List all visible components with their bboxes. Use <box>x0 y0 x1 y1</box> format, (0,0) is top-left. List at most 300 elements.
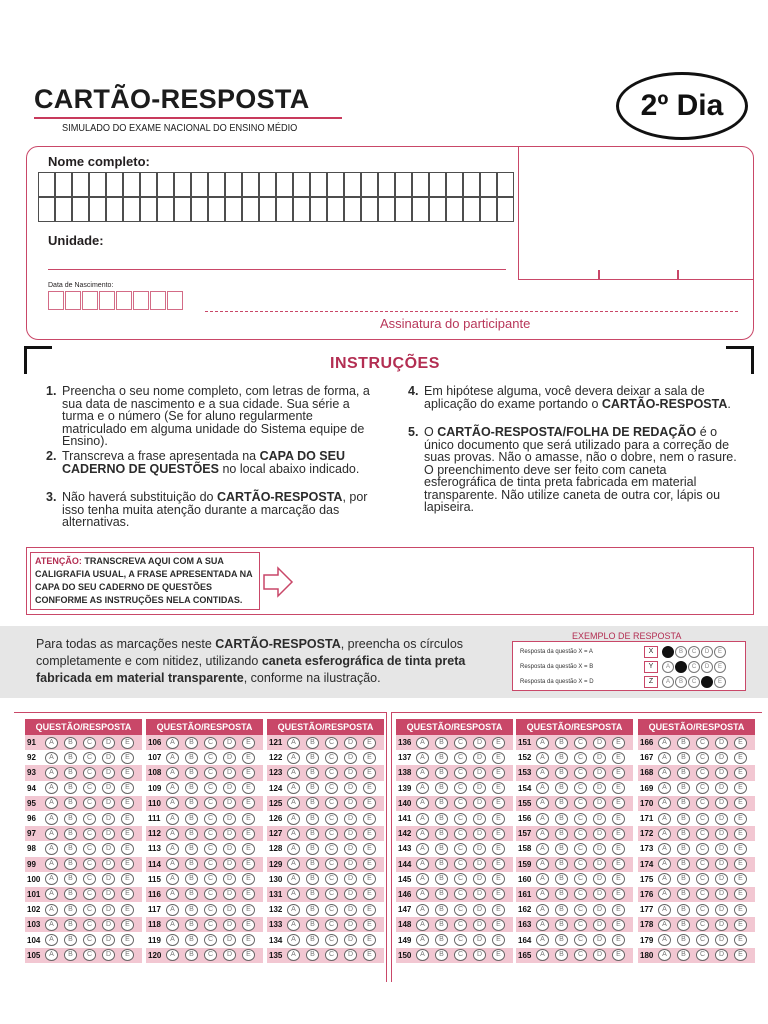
answer-bubble[interactable]: E <box>612 904 625 916</box>
answer-bubble[interactable]: B <box>306 737 319 749</box>
answer-bubble[interactable]: B <box>185 813 198 825</box>
answer-bubble[interactable]: B <box>555 888 568 900</box>
answer-bubble[interactable]: A <box>45 767 58 779</box>
answer-bubble[interactable]: C <box>454 934 467 946</box>
answer-bubble[interactable]: B <box>435 873 448 885</box>
answer-bubble[interactable]: E <box>121 843 134 855</box>
name-cell[interactable] <box>277 198 293 222</box>
answer-bubble[interactable]: D <box>344 752 357 764</box>
answer-bubble[interactable]: C <box>325 888 338 900</box>
answer-bubble[interactable]: A <box>166 782 179 794</box>
answer-bubble[interactable]: C <box>325 752 338 764</box>
answer-bubble[interactable]: D <box>715 919 728 931</box>
answer-bubble[interactable]: E <box>734 904 747 916</box>
answer-bubble[interactable]: D <box>344 797 357 809</box>
answer-bubble[interactable]: E <box>121 813 134 825</box>
answer-bubble[interactable]: A <box>536 858 549 870</box>
answer-bubble[interactable]: D <box>715 797 728 809</box>
answer-bubble[interactable]: C <box>83 813 96 825</box>
answer-bubble[interactable]: C <box>454 737 467 749</box>
name-input-grid[interactable] <box>38 172 514 222</box>
answer-bubble[interactable]: B <box>64 797 77 809</box>
answer-bubble[interactable]: C <box>696 782 709 794</box>
answer-bubble[interactable]: D <box>344 813 357 825</box>
answer-bubble[interactable]: D <box>102 934 115 946</box>
answer-bubble[interactable]: C <box>454 828 467 840</box>
answer-bubble[interactable]: A <box>166 767 179 779</box>
answer-bubble[interactable]: C <box>83 919 96 931</box>
birth-date-cell[interactable] <box>134 292 149 310</box>
answer-bubble[interactable]: A <box>536 949 549 961</box>
answer-bubble[interactable]: C <box>204 858 217 870</box>
answer-bubble[interactable]: C <box>83 767 96 779</box>
name-cell[interactable] <box>498 173 514 197</box>
answer-bubble[interactable]: C <box>325 843 338 855</box>
answer-bubble[interactable]: B <box>64 888 77 900</box>
answer-bubble[interactable]: A <box>416 873 429 885</box>
answer-bubble[interactable]: A <box>166 934 179 946</box>
answer-bubble[interactable]: A <box>166 858 179 870</box>
answer-bubble[interactable]: D <box>473 873 486 885</box>
answer-bubble[interactable]: E <box>242 858 255 870</box>
name-cell[interactable] <box>362 173 378 197</box>
answer-bubble[interactable]: E <box>363 888 376 900</box>
answer-bubble[interactable]: E <box>121 934 134 946</box>
answer-bubble[interactable]: C <box>204 737 217 749</box>
answer-bubble[interactable]: C <box>696 858 709 870</box>
name-cell[interactable] <box>498 198 514 222</box>
answer-bubble[interactable]: C <box>325 737 338 749</box>
answer-bubble[interactable]: E <box>121 873 134 885</box>
answer-bubble[interactable]: C <box>696 813 709 825</box>
answer-bubble[interactable]: E <box>242 873 255 885</box>
name-cell[interactable] <box>345 198 361 222</box>
answer-bubble[interactable]: B <box>64 858 77 870</box>
answer-bubble[interactable]: A <box>287 767 300 779</box>
answer-bubble[interactable]: B <box>185 858 198 870</box>
answer-bubble[interactable]: E <box>121 919 134 931</box>
answer-bubble[interactable]: E <box>734 919 747 931</box>
answer-bubble[interactable]: D <box>593 843 606 855</box>
answer-bubble[interactable]: B <box>306 797 319 809</box>
answer-bubble[interactable]: A <box>287 797 300 809</box>
answer-bubble[interactable]: C <box>83 752 96 764</box>
answer-bubble[interactable]: C <box>696 949 709 961</box>
answer-bubble[interactable]: A <box>287 858 300 870</box>
answer-bubble[interactable]: C <box>696 737 709 749</box>
answer-bubble[interactable]: B <box>677 934 690 946</box>
answer-bubble[interactable]: C <box>204 919 217 931</box>
name-cell[interactable] <box>175 173 191 197</box>
answer-bubble[interactable]: B <box>435 858 448 870</box>
answer-bubble[interactable]: B <box>555 934 568 946</box>
answer-bubble[interactable]: E <box>121 904 134 916</box>
answer-bubble[interactable]: B <box>677 888 690 900</box>
answer-bubble[interactable]: D <box>223 782 236 794</box>
answer-bubble[interactable]: D <box>715 873 728 885</box>
answer-bubble[interactable]: D <box>473 858 486 870</box>
answer-bubble[interactable]: E <box>492 797 505 809</box>
birth-date-cell[interactable] <box>100 292 115 310</box>
answer-bubble[interactable]: D <box>102 752 115 764</box>
answer-bubble[interactable]: E <box>363 782 376 794</box>
answer-bubble[interactable]: D <box>344 782 357 794</box>
answer-bubble[interactable]: E <box>121 797 134 809</box>
answer-bubble[interactable]: E <box>734 949 747 961</box>
answer-bubble[interactable]: B <box>677 858 690 870</box>
name-cell[interactable] <box>192 198 208 222</box>
answer-bubble[interactable]: B <box>435 843 448 855</box>
answer-bubble[interactable]: B <box>555 767 568 779</box>
answer-bubble[interactable]: A <box>45 934 58 946</box>
answer-bubble[interactable]: B <box>555 873 568 885</box>
name-cell[interactable] <box>209 198 225 222</box>
answer-bubble[interactable]: E <box>363 828 376 840</box>
answer-bubble[interactable]: A <box>658 767 671 779</box>
answer-bubble[interactable]: D <box>593 949 606 961</box>
answer-bubble[interactable]: A <box>166 843 179 855</box>
answer-bubble[interactable]: D <box>102 782 115 794</box>
answer-bubble[interactable]: E <box>121 752 134 764</box>
answer-bubble[interactable]: D <box>102 828 115 840</box>
answer-bubble[interactable]: B <box>185 782 198 794</box>
answer-bubble[interactable]: D <box>593 858 606 870</box>
answer-bubble[interactable]: B <box>435 752 448 764</box>
name-cell[interactable] <box>294 173 310 197</box>
answer-bubble[interactable]: B <box>185 828 198 840</box>
answer-bubble[interactable]: D <box>223 767 236 779</box>
answer-bubble[interactable]: E <box>492 752 505 764</box>
answer-bubble[interactable]: B <box>435 904 448 916</box>
answer-bubble[interactable]: C <box>325 949 338 961</box>
answer-bubble[interactable]: D <box>344 843 357 855</box>
answer-bubble[interactable]: C <box>204 813 217 825</box>
answer-bubble[interactable]: D <box>223 858 236 870</box>
answer-bubble[interactable]: B <box>306 858 319 870</box>
answer-bubble[interactable]: E <box>121 828 134 840</box>
answer-bubble[interactable]: D <box>223 888 236 900</box>
answer-bubble[interactable]: B <box>677 828 690 840</box>
answer-bubble[interactable]: E <box>492 737 505 749</box>
answer-bubble[interactable]: B <box>185 797 198 809</box>
answer-bubble[interactable]: C <box>454 904 467 916</box>
answer-bubble[interactable]: B <box>435 919 448 931</box>
name-cell[interactable] <box>379 198 395 222</box>
answer-bubble[interactable]: C <box>574 919 587 931</box>
answer-bubble[interactable]: E <box>612 858 625 870</box>
answer-bubble[interactable]: A <box>658 813 671 825</box>
name-cell[interactable] <box>90 198 106 222</box>
name-cell[interactable] <box>141 198 157 222</box>
answer-bubble[interactable]: B <box>185 752 198 764</box>
answer-bubble[interactable]: C <box>574 782 587 794</box>
answer-bubble[interactable]: D <box>473 828 486 840</box>
answer-bubble[interactable]: B <box>677 949 690 961</box>
answer-bubble[interactable]: D <box>593 797 606 809</box>
answer-bubble[interactable]: E <box>121 888 134 900</box>
answer-bubble[interactable]: B <box>306 949 319 961</box>
answer-bubble[interactable]: A <box>658 934 671 946</box>
answer-bubble[interactable]: C <box>325 873 338 885</box>
name-cell[interactable] <box>379 173 395 197</box>
answer-bubble[interactable]: A <box>45 782 58 794</box>
answer-bubble[interactable]: A <box>166 873 179 885</box>
answer-bubble[interactable]: D <box>223 919 236 931</box>
name-cell[interactable] <box>158 173 174 197</box>
answer-bubble[interactable]: C <box>204 782 217 794</box>
answer-bubble[interactable]: A <box>536 843 549 855</box>
answer-bubble[interactable]: A <box>45 873 58 885</box>
answer-bubble[interactable]: C <box>696 843 709 855</box>
answer-bubble[interactable]: B <box>64 782 77 794</box>
answer-bubble[interactable]: C <box>574 858 587 870</box>
answer-bubble[interactable]: E <box>363 873 376 885</box>
answer-bubble[interactable]: E <box>492 934 505 946</box>
answer-bubble[interactable]: E <box>242 813 255 825</box>
answer-bubble[interactable]: A <box>536 888 549 900</box>
answer-bubble[interactable]: D <box>102 813 115 825</box>
answer-bubble[interactable]: D <box>715 949 728 961</box>
answer-bubble[interactable]: A <box>166 797 179 809</box>
answer-bubble[interactable]: A <box>536 767 549 779</box>
answer-bubble[interactable]: B <box>555 919 568 931</box>
answer-bubble[interactable]: A <box>166 737 179 749</box>
answer-bubble[interactable]: A <box>536 934 549 946</box>
answer-bubble[interactable]: D <box>473 737 486 749</box>
answer-bubble[interactable]: B <box>306 752 319 764</box>
answer-bubble[interactable]: D <box>715 813 728 825</box>
answer-bubble[interactable]: E <box>612 813 625 825</box>
birth-date-boxes[interactable] <box>48 291 186 311</box>
answer-bubble[interactable]: B <box>435 797 448 809</box>
name-cell[interactable] <box>243 198 259 222</box>
answer-bubble[interactable]: E <box>492 949 505 961</box>
answer-bubble[interactable]: D <box>344 858 357 870</box>
answer-bubble[interactable]: E <box>612 767 625 779</box>
answer-bubble[interactable]: D <box>344 904 357 916</box>
name-cell[interactable] <box>362 198 378 222</box>
answer-bubble[interactable]: C <box>83 782 96 794</box>
name-cell[interactable] <box>260 173 276 197</box>
answer-bubble[interactable]: D <box>344 949 357 961</box>
answer-bubble[interactable]: D <box>102 858 115 870</box>
answer-bubble[interactable]: A <box>658 797 671 809</box>
name-cell[interactable] <box>90 173 106 197</box>
answer-bubble[interactable]: D <box>223 797 236 809</box>
answer-bubble[interactable]: A <box>416 904 429 916</box>
answer-bubble[interactable]: D <box>102 873 115 885</box>
answer-bubble[interactable]: E <box>734 797 747 809</box>
name-cell[interactable] <box>243 173 259 197</box>
answer-bubble[interactable]: C <box>574 949 587 961</box>
answer-bubble[interactable]: D <box>223 949 236 961</box>
answer-bubble[interactable]: B <box>555 813 568 825</box>
answer-bubble[interactable]: B <box>64 843 77 855</box>
answer-bubble[interactable]: B <box>185 873 198 885</box>
answer-bubble[interactable]: B <box>306 767 319 779</box>
answer-bubble[interactable]: D <box>473 934 486 946</box>
answer-bubble[interactable]: B <box>435 813 448 825</box>
answer-bubble[interactable]: D <box>715 934 728 946</box>
answer-bubble[interactable]: C <box>204 752 217 764</box>
answer-bubble[interactable]: A <box>287 919 300 931</box>
answer-bubble[interactable]: B <box>185 949 198 961</box>
answer-bubble[interactable]: C <box>696 934 709 946</box>
answer-bubble[interactable]: A <box>45 888 58 900</box>
answer-bubble[interactable]: B <box>306 828 319 840</box>
answer-bubble[interactable]: C <box>325 813 338 825</box>
answer-bubble[interactable]: E <box>363 813 376 825</box>
name-cell[interactable] <box>107 173 123 197</box>
name-cell[interactable] <box>430 198 446 222</box>
answer-bubble[interactable]: A <box>658 949 671 961</box>
answer-bubble[interactable]: C <box>574 843 587 855</box>
answer-bubble[interactable]: D <box>344 919 357 931</box>
answer-bubble[interactable]: D <box>473 813 486 825</box>
answer-bubble[interactable]: C <box>574 737 587 749</box>
answer-bubble[interactable]: B <box>677 813 690 825</box>
answer-bubble[interactable]: E <box>363 904 376 916</box>
answer-bubble[interactable]: C <box>83 949 96 961</box>
answer-bubble[interactable]: D <box>593 888 606 900</box>
answer-bubble[interactable]: B <box>435 737 448 749</box>
answer-bubble[interactable]: A <box>287 888 300 900</box>
answer-bubble[interactable]: D <box>223 873 236 885</box>
answer-bubble[interactable]: E <box>242 752 255 764</box>
answer-bubble[interactable]: A <box>536 797 549 809</box>
answer-bubble[interactable]: A <box>658 858 671 870</box>
answer-bubble[interactable]: D <box>593 904 606 916</box>
answer-bubble[interactable]: D <box>102 737 115 749</box>
answer-bubble[interactable]: B <box>185 843 198 855</box>
name-cell[interactable] <box>39 173 55 197</box>
answer-bubble[interactable]: E <box>242 828 255 840</box>
answer-bubble[interactable]: B <box>435 828 448 840</box>
answer-bubble[interactable]: D <box>223 752 236 764</box>
answer-bubble[interactable]: A <box>287 737 300 749</box>
answer-bubble[interactable]: A <box>536 904 549 916</box>
answer-bubble[interactable]: E <box>612 934 625 946</box>
answer-bubble[interactable]: E <box>612 828 625 840</box>
answer-bubble[interactable]: C <box>696 919 709 931</box>
answer-bubble[interactable]: C <box>83 828 96 840</box>
name-cell[interactable] <box>481 173 497 197</box>
answer-bubble[interactable]: D <box>715 737 728 749</box>
answer-bubble[interactable]: A <box>287 873 300 885</box>
answer-bubble[interactable]: B <box>306 934 319 946</box>
answer-bubble[interactable]: E <box>612 782 625 794</box>
name-cell[interactable] <box>311 198 327 222</box>
answer-bubble[interactable]: C <box>325 858 338 870</box>
answer-bubble[interactable]: E <box>492 782 505 794</box>
answer-bubble[interactable]: E <box>363 737 376 749</box>
answer-bubble[interactable]: D <box>223 813 236 825</box>
answer-bubble[interactable]: E <box>492 843 505 855</box>
name-cell[interactable] <box>158 198 174 222</box>
answer-bubble[interactable]: E <box>492 919 505 931</box>
answer-bubble[interactable]: A <box>45 858 58 870</box>
answer-bubble[interactable]: A <box>416 843 429 855</box>
answer-bubble[interactable]: E <box>242 797 255 809</box>
name-cell[interactable] <box>328 198 344 222</box>
birth-date-cell[interactable] <box>66 292 81 310</box>
answer-bubble[interactable]: A <box>287 752 300 764</box>
answer-bubble[interactable]: D <box>473 752 486 764</box>
answer-bubble[interactable]: A <box>287 828 300 840</box>
answer-bubble[interactable]: B <box>306 888 319 900</box>
answer-bubble[interactable]: A <box>45 813 58 825</box>
answer-bubble[interactable]: C <box>83 858 96 870</box>
answer-bubble[interactable]: E <box>734 873 747 885</box>
answer-bubble[interactable]: C <box>83 904 96 916</box>
answer-bubble[interactable]: B <box>677 904 690 916</box>
answer-bubble[interactable]: E <box>734 767 747 779</box>
answer-bubble[interactable]: B <box>185 888 198 900</box>
answer-bubble[interactable]: A <box>45 797 58 809</box>
answer-bubble[interactable]: B <box>555 782 568 794</box>
birth-date-cell[interactable] <box>151 292 166 310</box>
answer-bubble[interactable]: E <box>363 797 376 809</box>
answer-bubble[interactable]: E <box>612 888 625 900</box>
answer-bubble[interactable]: B <box>677 873 690 885</box>
name-cell[interactable] <box>56 198 72 222</box>
answer-bubble[interactable]: C <box>454 813 467 825</box>
answer-bubble[interactable]: B <box>677 797 690 809</box>
answer-bubble[interactable]: E <box>734 858 747 870</box>
answer-bubble[interactable]: C <box>325 767 338 779</box>
answer-bubble[interactable]: A <box>287 843 300 855</box>
answer-bubble[interactable]: C <box>696 828 709 840</box>
answer-bubble[interactable]: B <box>555 737 568 749</box>
name-cell[interactable] <box>345 173 361 197</box>
answer-bubble[interactable]: D <box>473 797 486 809</box>
answer-bubble[interactable]: C <box>325 934 338 946</box>
answer-bubble[interactable]: D <box>344 888 357 900</box>
answer-bubble[interactable]: E <box>363 752 376 764</box>
answer-bubble[interactable]: B <box>555 904 568 916</box>
answer-bubble[interactable]: B <box>555 949 568 961</box>
answer-bubble[interactable]: D <box>593 782 606 794</box>
name-cell[interactable] <box>447 198 463 222</box>
answer-bubble[interactable]: D <box>715 828 728 840</box>
answer-bubble[interactable]: E <box>734 828 747 840</box>
name-cell[interactable] <box>39 198 55 222</box>
unit-input-line[interactable] <box>48 269 506 270</box>
answer-bubble[interactable]: C <box>454 919 467 931</box>
answer-bubble[interactable]: B <box>677 767 690 779</box>
name-cell[interactable] <box>294 198 310 222</box>
answer-bubble[interactable]: E <box>363 843 376 855</box>
answer-bubble[interactable]: D <box>473 843 486 855</box>
answer-bubble[interactable]: A <box>45 919 58 931</box>
answer-bubble[interactable]: C <box>696 904 709 916</box>
answer-bubble[interactable]: D <box>715 858 728 870</box>
answer-bubble[interactable]: E <box>242 843 255 855</box>
answer-bubble[interactable]: B <box>64 737 77 749</box>
answer-bubble[interactable]: A <box>658 828 671 840</box>
answer-bubble[interactable]: E <box>492 813 505 825</box>
answer-bubble[interactable]: B <box>677 782 690 794</box>
answer-bubble[interactable]: D <box>102 843 115 855</box>
answer-bubble[interactable]: E <box>242 934 255 946</box>
answer-bubble[interactable]: E <box>734 843 747 855</box>
answer-bubble[interactable]: E <box>612 737 625 749</box>
answer-bubble[interactable]: E <box>612 843 625 855</box>
signature-line[interactable] <box>205 311 738 312</box>
answer-bubble[interactable]: D <box>473 919 486 931</box>
answer-bubble[interactable]: C <box>454 888 467 900</box>
answer-bubble[interactable]: C <box>83 737 96 749</box>
